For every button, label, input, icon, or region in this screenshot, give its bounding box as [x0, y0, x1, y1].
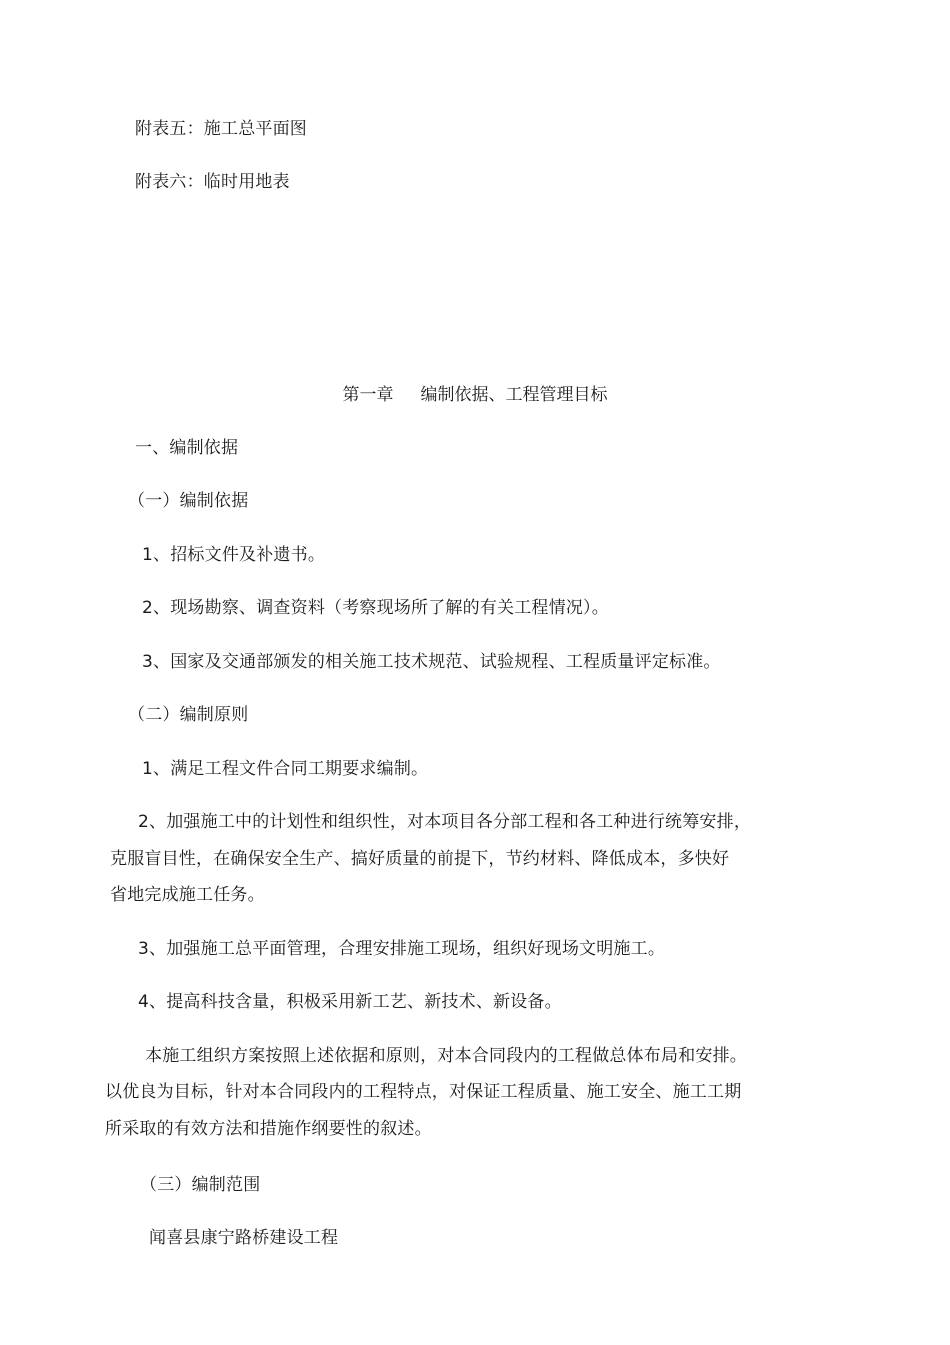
scope-content: 闻喜县康宁路桥建设工程	[149, 1228, 339, 1248]
principle-item-1: 1、满足工程文件合同工期要求编制。	[142, 759, 429, 779]
chapter-title: 第一章 编制依据、工程管理目标	[342, 385, 608, 405]
summary-line-2: 以优良为目标，针对本合同段内的工程特点，对保证工程质量、施工安全、施工工期	[105, 1082, 742, 1102]
basis-item-3: 3、国家及交通部颁发的相关施工技术规范、试验规程、工程质量评定标准。	[142, 652, 721, 672]
principle-item-2-line-1: 2、加强施工中的计划性和组织性，对本项目各分部工程和各工种进行统筹安排，	[138, 812, 752, 832]
principle-item-4: 4、提高科技含量，积极采用新工艺、新技术、新设备。	[138, 992, 562, 1012]
subsection-heading-basis: （一）编制依据	[128, 491, 249, 511]
principle-item-2-line-2: 克服盲目性，在确保安全生产、搞好质量的前提下，节约材料、降低成本，多快好	[110, 849, 730, 869]
appendix-item-6: 附表六：临时用地表	[135, 172, 290, 192]
basis-item-1: 1、招标文件及补遗书。	[142, 545, 326, 565]
section-heading: 一、编制依据	[135, 438, 239, 458]
principle-item-3: 3、加强施工总平面管理，合理安排施工现场，组织好现场文明施工。	[138, 939, 666, 959]
appendix-item-5: 附表五：施工总平面图	[135, 119, 307, 139]
summary-line-3: 所采取的有效方法和措施作纲要性的叙述。	[105, 1119, 432, 1139]
basis-item-2: 2、现场勘察、调查资料（考察现场所了解的有关工程情况）。	[142, 598, 609, 618]
subsection-heading-scope: （三）编制范围	[140, 1175, 261, 1195]
subsection-heading-principles: （二）编制原则	[128, 705, 249, 725]
summary-line-1: 本施工组织方案按照上述依据和原则，对本合同段内的工程做总体布局和安排。	[145, 1046, 747, 1066]
principle-item-2-line-3: 省地完成施工任务。	[110, 885, 265, 905]
